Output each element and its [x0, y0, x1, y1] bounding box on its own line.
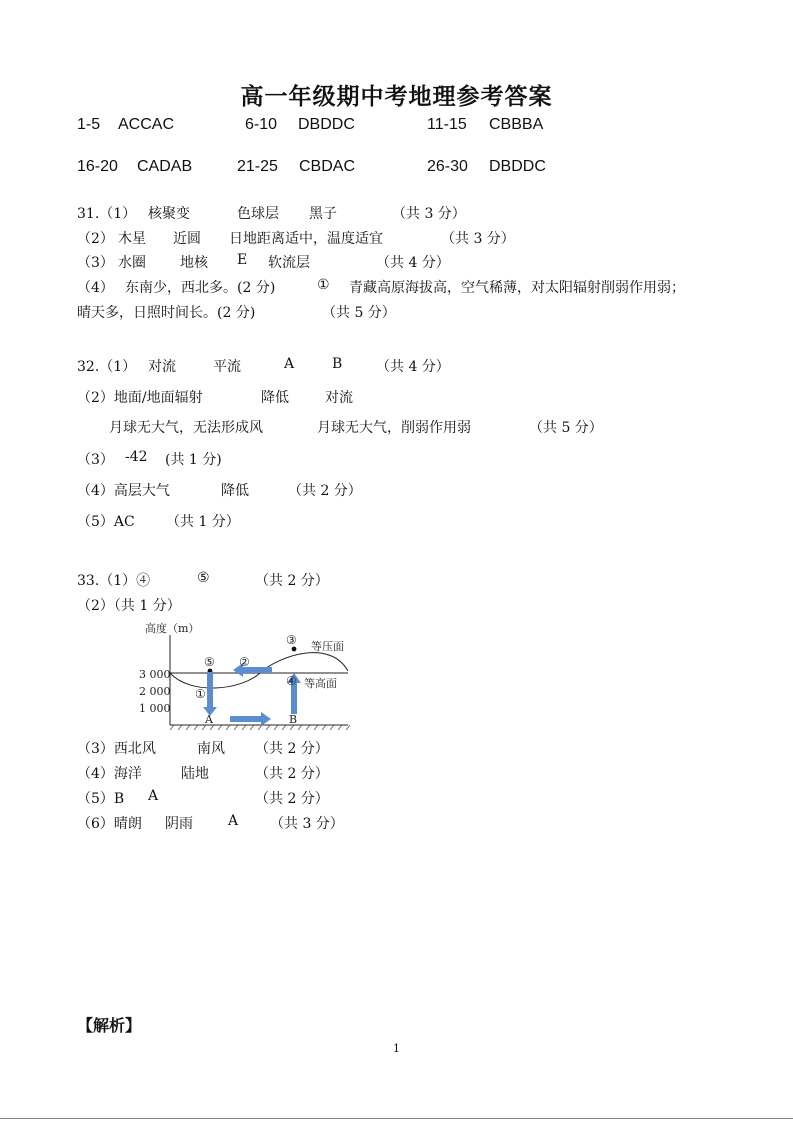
q32-label: 32.（1） — [77, 359, 137, 375]
mc-row-1 — [0, 116, 793, 138]
score-note: （共 1 分） — [166, 514, 240, 530]
answer-text: 木星 — [118, 231, 146, 247]
q31-line-3 — [0, 252, 793, 272]
q32-line-1 — [0, 356, 793, 376]
mc-range: 26-30 — [427, 158, 468, 175]
answer-text: A — [148, 788, 159, 804]
answer-text: 核聚变 — [148, 206, 190, 222]
sub-label: （6）晴朗 — [77, 816, 142, 832]
mc-range: 6-10 — [245, 116, 278, 133]
answer-text: 月球无大气，无法形成风 — [109, 420, 263, 436]
answer-text: 对流 — [325, 390, 353, 406]
mc-answer: CBDAC — [299, 158, 356, 175]
q32-line-4 — [0, 449, 793, 469]
sub-label: （5）B — [77, 791, 125, 807]
answer-text: 黑子 — [309, 206, 337, 222]
answer-text: 降低 — [221, 483, 249, 499]
answer-text: 月球无大气，削弱作用弱 — [317, 420, 471, 436]
mc-range: 11-15 — [427, 116, 467, 133]
answer-text: A — [228, 813, 239, 829]
analysis-heading: 【解析】 — [77, 1016, 142, 1035]
score-note: （共 4 分） — [376, 359, 450, 375]
answer-text: E — [237, 252, 248, 268]
sub-label: （5）AC — [77, 514, 135, 530]
score-note: （共 2 分） — [255, 573, 329, 589]
q33-line-5 — [0, 788, 793, 808]
answer-text: ① — [317, 277, 330, 293]
answer-text: 近圆 — [173, 231, 201, 247]
score-note: （共 2 分） — [255, 791, 329, 807]
sub-label: （3）西北风 — [77, 741, 156, 757]
score-note: （共 3 分） — [270, 816, 344, 832]
circled-4: ④ — [286, 674, 297, 688]
answer-text: 平流 — [213, 359, 241, 375]
page-number: 1 — [393, 1042, 400, 1055]
answer-text: 日地距离适中，温度适宜 — [229, 231, 383, 247]
answer-text: 色球层 — [237, 206, 279, 222]
score-note: （共 3 分） — [441, 231, 515, 247]
score-note: （共 4 分） — [376, 255, 450, 271]
answer-text: ⑤ — [197, 570, 210, 586]
q33-line-6 — [0, 813, 793, 833]
score-note: （共 2 分） — [255, 741, 329, 757]
thermal-circulation-diagram — [130, 615, 355, 735]
page-bottom-rule — [0, 1118, 793, 1119]
sub-label: （4）高层大气 — [77, 483, 170, 499]
score-note: （共 5 分） — [529, 420, 603, 436]
answer-text: 对流 — [148, 359, 176, 375]
mc-answer: CBBBA — [489, 116, 544, 133]
tick-label: 2 000 — [139, 685, 171, 698]
mc-answer: DBDDC — [489, 158, 546, 175]
circled-3: ③ — [286, 633, 297, 647]
score-note: （共 3 分） — [392, 206, 466, 222]
answer-text: 青藏高原海拔高，空气稀薄，对太阳辐射削弱作用弱； — [349, 280, 685, 296]
q31-line-4 — [0, 277, 793, 297]
answer-text: 陆地 — [181, 766, 209, 782]
q33-label: 33.（1）④ — [77, 573, 151, 589]
q33-line-2 — [0, 595, 793, 615]
circled-5: ⑤ — [204, 655, 215, 669]
mc-range: 16-20 — [77, 158, 118, 175]
sub-label: （3） — [77, 452, 114, 468]
answer-text: 阴雨 — [165, 816, 193, 832]
sub-label: （2）地面/地面辐射 — [77, 390, 203, 406]
q32-line-6 — [0, 511, 793, 531]
tick-label: 1 000 — [139, 702, 171, 715]
answer-text: -42 — [125, 449, 148, 465]
point-3-dot — [292, 647, 297, 652]
answer-text: 晴天多，日照时间长。(2 分) — [77, 305, 256, 321]
isohypse-label: 等高面 — [304, 677, 337, 690]
answer-text: 南风 — [197, 741, 225, 757]
score-note: （共 5 分） — [322, 305, 396, 321]
ground-hatch — [170, 725, 350, 730]
score-note: （共 2 分） — [255, 766, 329, 782]
score-note: (共 1 分) — [165, 452, 222, 468]
sub-label: （4） — [77, 280, 114, 296]
circled-2: ② — [239, 655, 250, 669]
q31-line-2 — [0, 228, 793, 248]
q31-line-1 — [0, 203, 793, 223]
mc-answer: ACCAC — [118, 116, 175, 133]
point-a-label: A — [205, 713, 213, 726]
q31-label: 31.（1） — [77, 206, 137, 222]
q32-line-5 — [0, 480, 793, 500]
answer-text: 东南少，西北多。(2 分) — [125, 280, 276, 296]
q32-line-3 — [0, 417, 793, 437]
mc-answer: CADAB — [137, 158, 193, 175]
answer-text: 地核 — [180, 255, 208, 271]
arrow-right-bottom — [230, 712, 271, 726]
score-note: （共 2 分） — [288, 483, 362, 499]
page-title: 高一年级期中考地理参考答案 — [240, 84, 553, 110]
sub-label: （3） — [77, 255, 114, 271]
q33-line-3 — [0, 738, 793, 758]
tick-label: 3 000 — [139, 668, 171, 681]
answer-text: 水圈 — [118, 255, 146, 271]
answer-text: 软流层 — [268, 255, 310, 271]
answer-text: 降低 — [261, 390, 289, 406]
mc-row-2 — [0, 158, 793, 180]
isobaric-label: 等压面 — [311, 640, 344, 653]
q33-line-4 — [0, 763, 793, 783]
circled-1: ① — [195, 687, 206, 701]
q31-line-5 — [0, 302, 793, 322]
mc-range: 1-5 — [77, 116, 101, 133]
sub-label: （2）（共 1 分） — [77, 598, 181, 614]
y-axis-label: 高度（m） — [145, 622, 200, 635]
sub-label: （2） — [77, 231, 114, 247]
q32-line-2 — [0, 387, 793, 407]
mc-range: 21-25 — [237, 158, 278, 175]
point-b-label: B — [289, 713, 298, 726]
mc-answer: DBDDC — [298, 116, 355, 133]
answer-text: B — [332, 356, 343, 372]
q33-line-1 — [0, 570, 793, 590]
sub-label: （4）海洋 — [77, 766, 142, 782]
answer-text: A — [284, 356, 295, 372]
